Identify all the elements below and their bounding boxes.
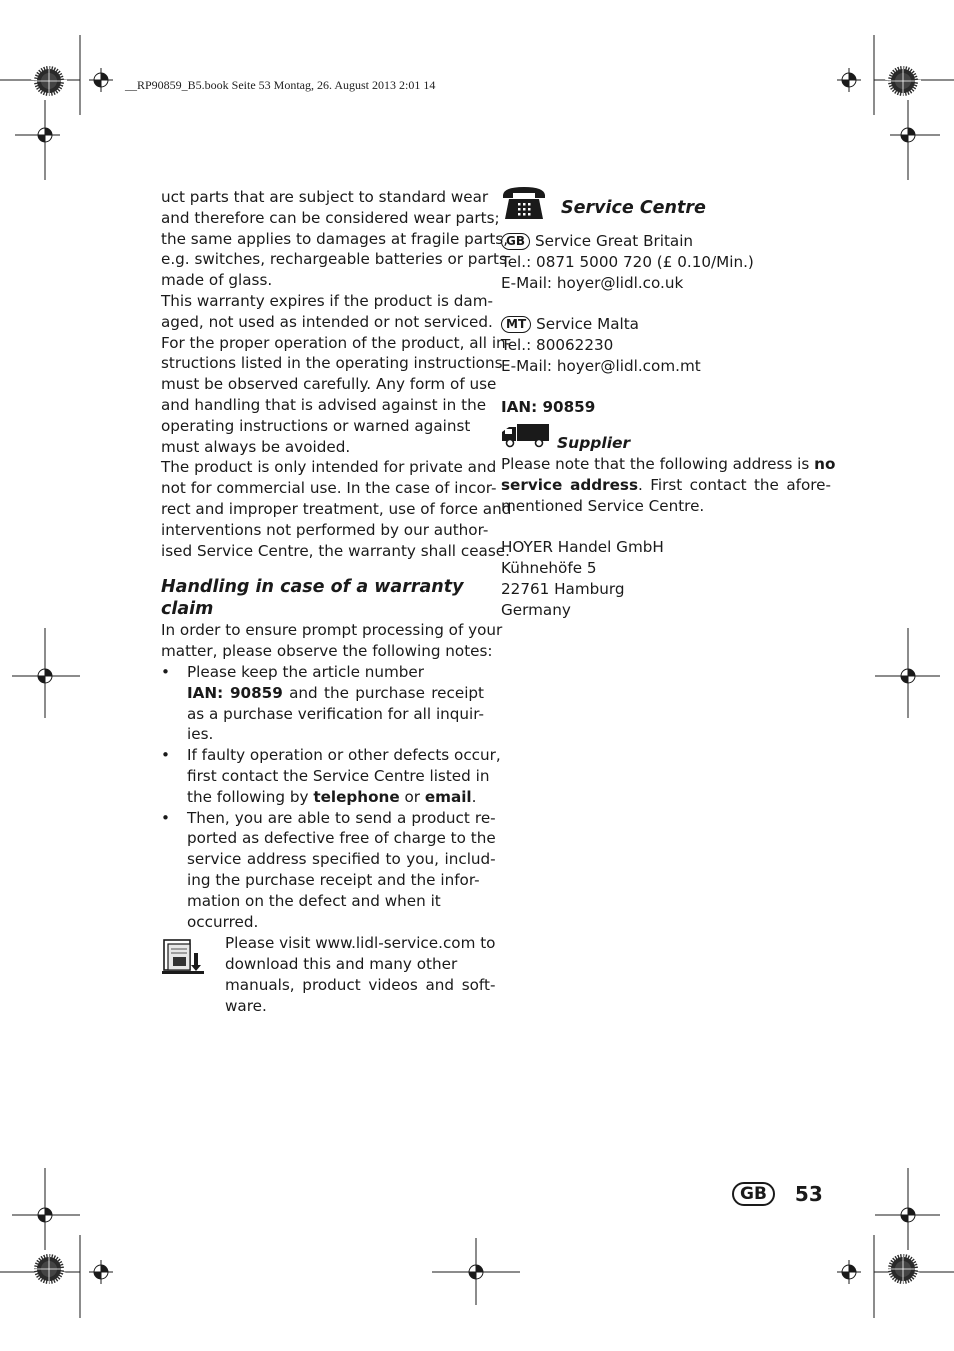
- text-line: manuals, product videos and soft-: [225, 975, 496, 994]
- text-line: occurred.: [187, 912, 259, 931]
- text-line: rect and improper treatment, use of force and: [161, 499, 512, 518]
- text-line: In order to ensure prompt processing of your: [161, 621, 503, 640]
- text-line: uct parts that are subject to standard wear: [161, 188, 489, 206]
- text-line: mation on the defect and when it: [187, 891, 441, 910]
- text-line: aged, not used as intended or not serviced.: [161, 312, 493, 331]
- ian-number: IAN: 90859: [501, 398, 596, 417]
- supplier-title: Supplier: [557, 434, 631, 453]
- text-line: the following by telephone or email.: [187, 787, 477, 806]
- service-gb-name: GB Service Great Britain: [501, 231, 831, 252]
- bullet: •: [161, 662, 170, 681]
- text-line: ies.: [187, 725, 214, 744]
- text-line: made of glass.: [161, 271, 273, 290]
- text-line: ware.: [225, 996, 267, 1015]
- text-line: If faulty operation or other defects occur,: [187, 746, 501, 765]
- text-line: mentioned Service Centre.: [501, 496, 705, 515]
- file-header: __RP90859_B5.book Seite 53 Montag, 26. August 2013 2:01 14: [125, 78, 436, 92]
- text-line: Please note that the following address is no: [501, 455, 836, 474]
- heading-line: Handling in case of a warranty: [161, 577, 464, 598]
- text-line: e.g. switches, rechargeable batteries or parts: [161, 250, 507, 269]
- text-line: first contact the Service Centre listed in: [187, 766, 490, 785]
- address-line: 22761 Hamburg: [501, 579, 625, 598]
- text-line: matter, please observe the following notes:: [161, 642, 493, 661]
- bullet: •: [161, 746, 170, 765]
- text-line: must be observed carefully. Any form of use: [161, 375, 497, 394]
- text-line: structions listed in the operating instructions: [161, 354, 503, 373]
- text-line: IAN: 90859 and the purchase receipt: [187, 683, 485, 702]
- text-line: Please visit www.lidl-service.com to: [225, 934, 496, 953]
- text-line: not for commercial use. In the case of incor-: [161, 479, 497, 498]
- text-line: and handling that is advised against in the: [161, 395, 487, 414]
- ian-number: IAN: 90859: [187, 683, 283, 702]
- service-mt-tel: Tel.: 80062230: [501, 335, 614, 354]
- text-line: must always be avoided.: [161, 437, 351, 456]
- address-line: Germany: [501, 600, 571, 619]
- text-line: ing the purchase receipt and the infor-: [187, 870, 480, 889]
- text-line: For the proper operation of the product, all in-: [161, 333, 512, 352]
- address-line: Kühnehöfe 5: [501, 559, 597, 578]
- service-centre-title: Service Centre: [561, 197, 706, 218]
- text-line: and therefore can be considered wear parts;: [161, 208, 500, 227]
- country-badge-gb: GB: [501, 233, 530, 250]
- text-line: operating instructions or warned against: [161, 416, 471, 435]
- text-line: as a purchase verification for all inquir-: [187, 704, 485, 723]
- country-badge-mt: MT: [501, 316, 531, 333]
- text-line: service address. First contact the afore-: [501, 475, 832, 494]
- text-line: service address specified to you, includ-: [187, 850, 496, 869]
- heading-line: claim: [161, 599, 214, 620]
- text-line: Please keep the article number: [187, 662, 425, 681]
- text-line: Then, you are able to send a product re-: [187, 808, 496, 827]
- text-line: ported as defective free of charge to the: [187, 829, 496, 848]
- email-emphasis: email: [424, 787, 472, 806]
- service-mt-name: MT Service Malta: [501, 314, 831, 335]
- text-line: The product is only intended for private and: [161, 458, 497, 477]
- address-line: HOYER Handel GmbH: [501, 538, 664, 557]
- page-number: 53: [794, 1182, 823, 1206]
- text-line: ised Service Centre, the warranty shall cease.: [161, 541, 510, 560]
- service-gb-email: E-Mail: hoyer@lidl.co.uk: [501, 273, 684, 292]
- text-line: This warranty expires if the product is dam-: [161, 291, 494, 310]
- bullet: •: [161, 808, 170, 827]
- text-line: download this and many other: [225, 955, 458, 974]
- text-line: interventions not performed by our author-: [161, 520, 489, 539]
- text-line: the same applies to damages at fragile parts,: [161, 229, 509, 248]
- service-mt-email: E-Mail: hoyer@lidl.com.mt: [501, 356, 701, 375]
- service-gb-tel: Tel.: 0871 5000 720 (£ 0.10/Min.): [501, 252, 754, 271]
- telephone-emphasis: telephone: [313, 787, 400, 806]
- language-badge: GB: [732, 1182, 775, 1206]
